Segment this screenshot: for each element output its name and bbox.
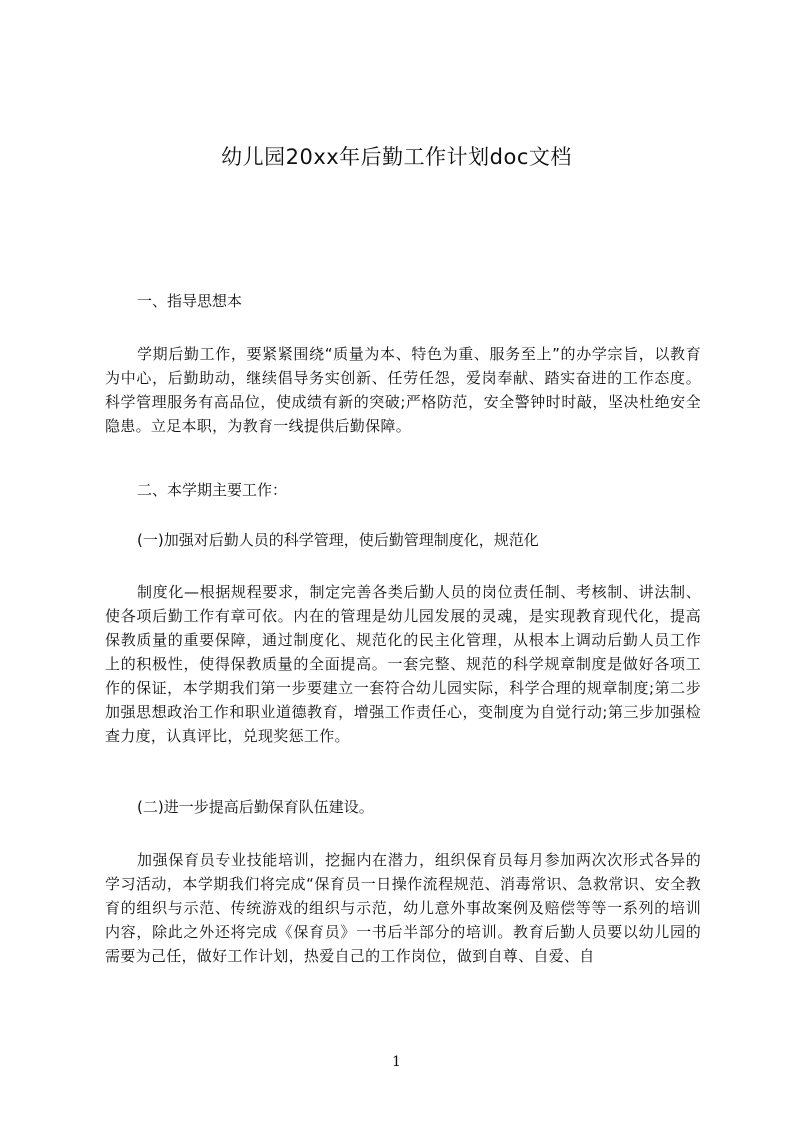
page-number: 1 <box>392 1054 401 1070</box>
section-1-paragraph: 学期后勤工作，要紧紧围绕“质量为本、特色为重、服务至上”的办学宗旨，以教育为中心，后勤助动，继续倡导务实创新、任劳任怨，爱岗奉献、踏实奋进的工作态度。科学管理服务有高品位，使成绩有新的突破;严格防范，安全警钟时时敲，坚决杜绝安全隐患。立足本职，为教育一线提供后勤保障。 <box>105 345 701 435</box>
document-title: 幼儿园20xx年后勤工作计划doc文档 <box>221 145 572 169</box>
section-2-heading: 二、本学期主要工作： <box>137 481 288 499</box>
section-2b-heading: (二)进一步提高后勤保育队伍建设。 <box>137 798 374 816</box>
section-2b-paragraph: 加强保育员专业技能培训，挖掘内在潜力，组织保育员每月参加两次次形式各异的学习活动，本学期我们将完成“保育员一日操作流程规范、消毒常识、急救常识、安全教育的组织与示范、传统游戏的组织与示范，幼儿意外事故案例及赔偿等等一系列的培训内容，除此之外还将完成《保育员》一书后半部分的培训。教育后勤人员要以幼儿园的需要为己任，做好工作计划，热爱自己的工作岗位，做到自尊、自爱、自 <box>105 851 701 965</box>
section-1-heading: 一、指导思想本 <box>137 292 243 310</box>
section-2a-paragraph: 制度化—根据规程要求，制定完善各类后勤人员的岗位责任制、考核制、讲法制、使各项后勤工作有章可依。内在的管理是幼儿园发展的灵魂，是实现教育现代化，提高保教质量的重要保障，通过制度化、规范化的民主化管理，从根本上调动后勤人员工作上的积极性，使得保教质量的全面提高。一套完整、规范的科学规章制度是做好各项工作的保证，本学期我们第一步要建立一套符合幼儿园实际，科学合理的规章制度;第二步加强思想政治工作和职业道德教育，增强工作责任心，变制度为自觉行动;第三步加强检查力度，认真评比，兑现奖惩工作。 <box>105 583 701 745</box>
section-2a-heading: (一)加强对后勤人员的科学管理，使后勤管理制度化，规范化 <box>137 531 539 549</box>
